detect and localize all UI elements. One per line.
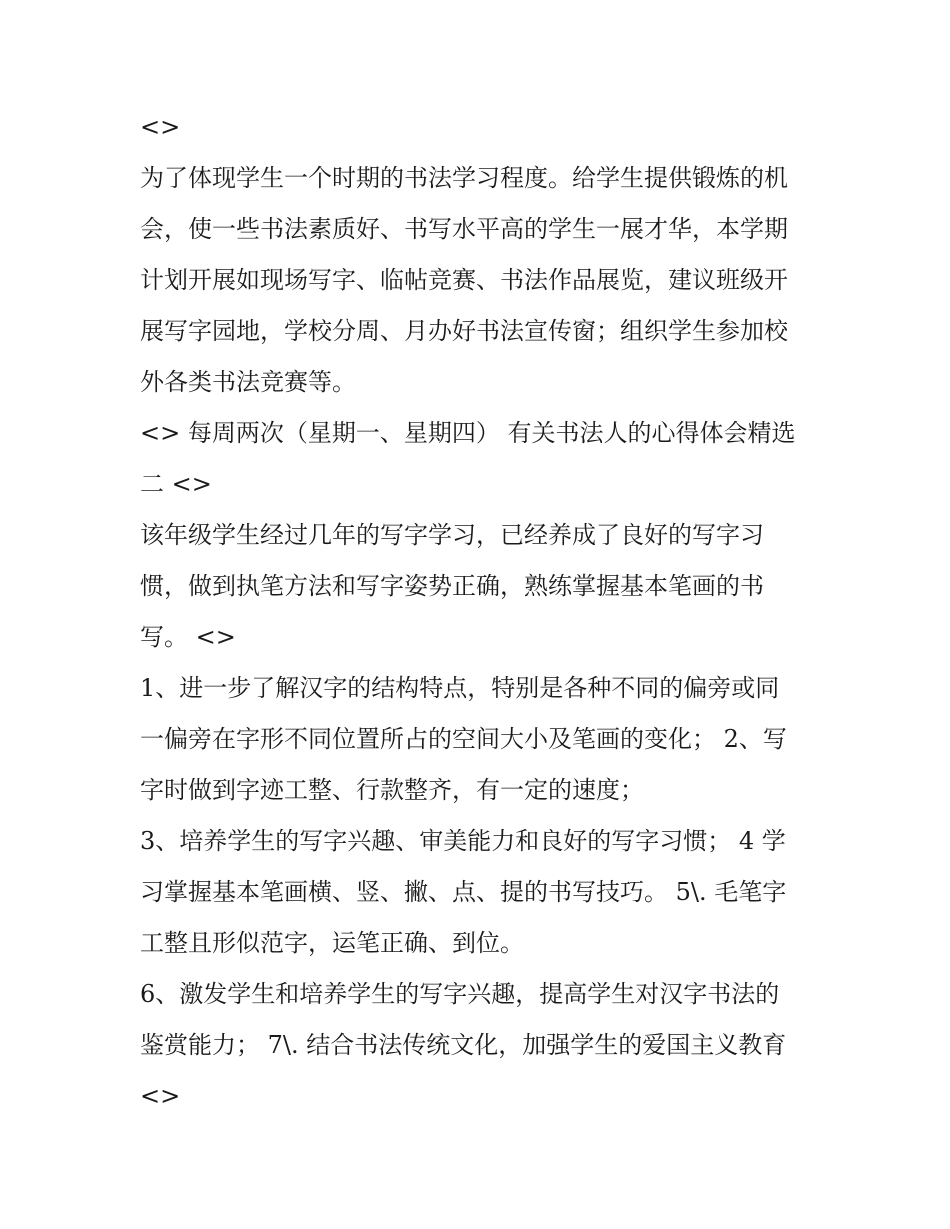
text-line-3: 会，使一些书法素质好、书写水平高的学生一展才华，本学期 [140, 215, 788, 243]
text-line-19: 鉴赏能力； 7\. 结合书法传统文化，加强学生的爱国主义教育 [140, 1031, 787, 1059]
text-line-4: 计划开展如现场写字、临帖竞赛、书法作品展览，建议班级开 [140, 266, 788, 294]
text-line-11: 写。 <> [140, 623, 236, 651]
text-line-13: 一偏旁在字形不同位置所占的空间大小及笔画的变化； 2、写 [140, 725, 787, 753]
text-line-1: <> [140, 113, 181, 141]
text-line-16: 习掌握基本笔画横、竖、撇、点、提的书写技巧。 5\. 毛笔字 [140, 878, 787, 906]
text-line-6: 外各类书法竞赛等。 [140, 368, 356, 396]
text-line-2: 为了体现学生一个时期的书法学习程度。给学生提供锻炼的机 [140, 164, 788, 192]
text-line-17: 工整且形似范字，运笔正确、到位。 [140, 929, 524, 957]
text-line-18: 6、激发学生和培养学生的写字兴趣，提高学生对汉字书法的 [140, 980, 780, 1008]
text-line-10: 惯，做到执笔方法和写字姿势正确，熟练掌握基本笔画的书 [140, 572, 764, 600]
text-line-5: 展写字园地，学校分周、月办好书法宣传窗；组织学生参加校 [140, 317, 788, 345]
text-line-12: 1、进一步了解汉字的结构特点，特别是各种不同的偏旁或同 [140, 674, 780, 702]
text-line-8: 二 <> [140, 470, 212, 498]
text-line-15: 3、培养学生的写字兴趣、审美能力和良好的写字习惯； 4 学 [140, 827, 786, 855]
text-line-9: 该年级学生经过几年的写字学习，已经养成了良好的写字习 [140, 521, 764, 549]
text-line-14: 字时做到字迹工整、行款整齐，有一定的速度； [140, 776, 644, 804]
text-line-7: <> 每周两次（星期一、星期四） 有关书法人的心得体会精选 [140, 419, 796, 447]
text-line-20: <> [140, 1082, 181, 1110]
